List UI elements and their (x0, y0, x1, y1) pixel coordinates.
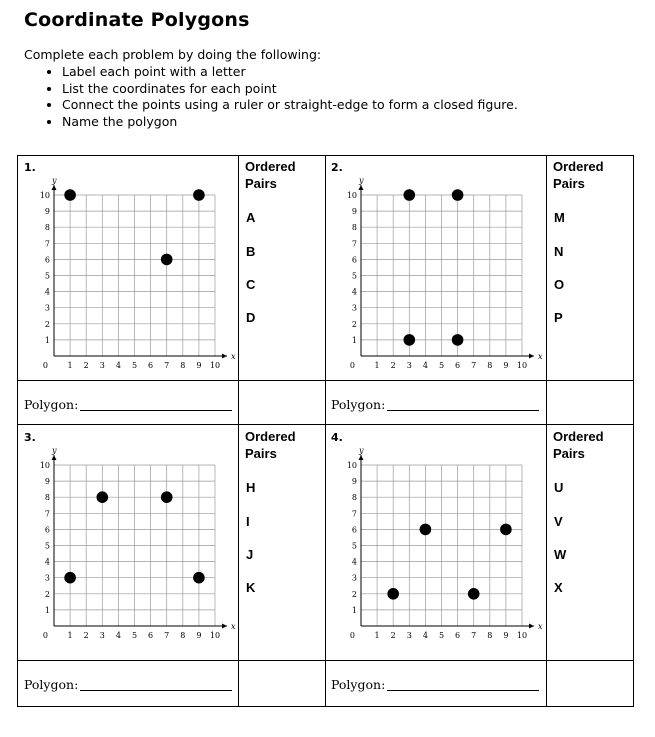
x-tick-label: 2 (390, 361, 396, 370)
coordinate-grid (330, 178, 545, 378)
x-tick-label: 4 (422, 631, 428, 640)
y-tick-label: 9 (351, 477, 357, 487)
x-tick-label: 10 (516, 631, 528, 640)
ordered-pairs-heading-line: Pairs (245, 446, 277, 461)
instructions-intro: Complete each problem by doing the following: (24, 47, 322, 62)
row-divider (18, 660, 633, 661)
polygon-label: Polygon: (331, 677, 386, 692)
x-tick-label: 3 (406, 631, 412, 640)
x-tick-label: 7 (471, 361, 477, 370)
x-tick-label: 3 (99, 631, 105, 640)
x-tick-label: 0 (42, 631, 48, 640)
y-tick-label: 2 (44, 589, 50, 599)
point-letter: N (554, 244, 564, 259)
x-tick-label: 10 (209, 631, 221, 640)
ordered-pairs-heading-line: Ordered (553, 429, 604, 444)
y-tick-label: 7 (351, 509, 357, 519)
plotted-point (161, 491, 173, 503)
x-tick-label: 6 (148, 631, 154, 640)
instruction-step: • Label each point with a letter (62, 64, 518, 81)
plotted-point (420, 524, 432, 536)
x-tick-label: 10 (209, 361, 221, 370)
x-tick-label: 1 (374, 361, 380, 370)
x-tick-label: 2 (390, 631, 396, 640)
y-tick-label: 10 (39, 191, 50, 200)
y-tick-label: 10 (346, 191, 357, 200)
ordered-pairs-heading (553, 158, 604, 192)
y-tick-label: 8 (351, 493, 357, 503)
y-tick-label: 4 (44, 557, 50, 567)
x-tick-label: 5 (438, 631, 445, 640)
x-tick-label: 9 (196, 361, 202, 370)
ordered-pairs-heading-line: Pairs (553, 176, 585, 191)
x-tick-label: 1 (67, 631, 73, 640)
y-tick-label: 1 (351, 605, 357, 615)
x-tick-label: 6 (455, 361, 461, 370)
x-tick-label: 0 (42, 361, 48, 370)
plotted-point (193, 572, 205, 584)
ordered-pairs-heading (245, 428, 296, 462)
coordinate-grid (23, 448, 238, 648)
point-letter: J (246, 547, 254, 562)
plotted-point (64, 572, 76, 584)
point-letter: B (246, 244, 256, 259)
x-tick-label: 1 (67, 361, 73, 370)
x-tick-label: 7 (164, 631, 170, 640)
x-tick-label: 2 (83, 361, 89, 370)
worksheet-table (17, 155, 634, 707)
instruction-step: • Name the polygon (62, 114, 518, 131)
problem-number: 4. (331, 431, 343, 444)
problem-number: 3. (24, 431, 36, 444)
y-tick-label: 1 (351, 335, 357, 345)
y-tick-label: 1 (44, 605, 50, 615)
x-axis-arrow-icon (529, 624, 534, 629)
y-tick-label: 6 (351, 255, 357, 265)
plotted-point (97, 491, 109, 503)
y-tick-label: 6 (351, 525, 357, 535)
instruction-step: • Connect the points using a ruler or straight-edge to form a closed figure. (62, 97, 518, 114)
instruction-list (44, 64, 518, 130)
y-tick-label: 2 (351, 319, 357, 329)
x-axis-label: x (231, 622, 236, 631)
y-tick-label: 5 (44, 541, 50, 551)
column-divider (325, 156, 326, 706)
point-letter: H (246, 480, 256, 495)
y-tick-label: 6 (44, 525, 50, 535)
y-tick-label: 8 (44, 493, 50, 503)
x-tick-label: 9 (503, 631, 509, 640)
ordered-pairs-heading-line: Pairs (245, 176, 277, 191)
x-tick-label: 0 (349, 361, 355, 370)
y-tick-label: 8 (44, 223, 50, 233)
x-axis-label: x (231, 352, 236, 361)
polygon-label: Polygon: (331, 397, 386, 412)
y-axis-arrow-icon (52, 455, 57, 460)
point-letter: D (246, 310, 256, 325)
y-axis-label: y (52, 446, 57, 455)
row-divider (18, 380, 633, 381)
y-tick-label: 10 (346, 461, 357, 470)
ordered-pairs-heading-line: Ordered (553, 159, 604, 174)
y-tick-label: 7 (44, 509, 50, 519)
coordinate-grid (330, 448, 545, 648)
y-axis-label: y (359, 176, 364, 185)
y-tick-label: 5 (351, 541, 357, 551)
point-letter: M (554, 210, 565, 225)
ordered-pairs-heading (553, 428, 604, 462)
y-axis-label: y (52, 176, 57, 185)
y-tick-label: 2 (351, 589, 357, 599)
plotted-point (161, 254, 173, 266)
problem-number: 1. (24, 161, 36, 174)
x-tick-label: 4 (115, 631, 121, 640)
point-letter: A (246, 210, 256, 225)
y-tick-label: 8 (351, 223, 357, 233)
y-tick-label: 7 (44, 239, 50, 249)
x-tick-label: 7 (164, 361, 170, 370)
y-tick-label: 6 (44, 255, 50, 265)
column-divider (238, 156, 239, 706)
x-tick-label: 10 (516, 361, 528, 370)
x-tick-label: 3 (99, 361, 105, 370)
x-tick-label: 0 (349, 631, 355, 640)
x-tick-label: 6 (455, 631, 461, 640)
x-tick-label: 2 (83, 631, 89, 640)
y-tick-label: 9 (44, 477, 50, 487)
y-tick-label: 3 (351, 573, 357, 583)
point-letter: W (554, 547, 567, 562)
y-tick-label: 1 (44, 335, 50, 345)
point-letter: U (554, 480, 564, 495)
plotted-point (404, 334, 416, 346)
x-tick-label: 8 (487, 361, 493, 370)
x-tick-label: 9 (503, 361, 509, 370)
y-tick-label: 4 (44, 287, 50, 297)
polygon-answer-blank[interactable] (80, 410, 232, 411)
plotted-point (404, 189, 416, 201)
x-tick-label: 5 (131, 631, 138, 640)
polygon-answer-blank[interactable] (387, 690, 539, 691)
coordinate-grid (23, 178, 238, 378)
ordered-pairs-heading (245, 158, 296, 192)
x-tick-label: 5 (438, 361, 445, 370)
x-tick-label: 6 (148, 361, 154, 370)
x-tick-label: 5 (131, 361, 138, 370)
y-tick-label: 9 (351, 207, 357, 217)
x-tick-label: 1 (374, 631, 380, 640)
point-letter: C (246, 277, 256, 292)
ordered-pairs-heading-line: Ordered (245, 429, 296, 444)
page-title: Coordinate Polygons (24, 9, 250, 31)
polygon-answer-blank[interactable] (387, 410, 539, 411)
plotted-point (64, 189, 76, 201)
x-axis-label: x (538, 352, 543, 361)
x-axis-label: x (538, 622, 543, 631)
x-tick-label: 8 (180, 631, 186, 640)
y-tick-label: 5 (44, 271, 50, 281)
point-letter: K (246, 580, 256, 595)
ordered-pairs-heading-line: Pairs (553, 446, 585, 461)
x-tick-label: 9 (196, 631, 202, 640)
ordered-pairs-heading-line: Ordered (245, 159, 296, 174)
y-tick-label: 5 (351, 271, 357, 281)
y-tick-label: 9 (44, 207, 50, 217)
x-axis-arrow-icon (222, 624, 227, 629)
point-letter: V (554, 514, 563, 529)
x-axis-arrow-icon (222, 354, 227, 359)
x-tick-label: 7 (471, 631, 477, 640)
y-axis-arrow-icon (359, 455, 364, 460)
polygon-label: Polygon: (24, 397, 79, 412)
y-tick-label: 4 (351, 287, 357, 297)
column-divider (546, 156, 547, 706)
plotted-point (500, 524, 512, 536)
plotted-point (468, 588, 480, 600)
x-tick-label: 8 (487, 631, 493, 640)
plotted-point (193, 189, 205, 201)
x-axis-arrow-icon (529, 354, 534, 359)
point-letter: P (554, 310, 563, 325)
y-tick-label: 7 (351, 239, 357, 249)
y-axis-label: y (359, 446, 364, 455)
y-tick-label: 2 (44, 319, 50, 329)
point-letter: X (554, 580, 563, 595)
polygon-label: Polygon: (24, 677, 79, 692)
x-tick-label: 3 (406, 361, 412, 370)
y-tick-label: 3 (351, 303, 357, 313)
y-axis-arrow-icon (52, 185, 57, 190)
point-letter: O (554, 277, 565, 292)
y-tick-label: 3 (44, 573, 50, 583)
instruction-step: • List the coordinates for each point (62, 81, 518, 98)
x-tick-label: 4 (115, 361, 121, 370)
plotted-point (387, 588, 399, 600)
plotted-point (452, 334, 464, 346)
point-letter: I (246, 514, 250, 529)
row-divider (18, 424, 633, 425)
y-tick-label: 3 (44, 303, 50, 313)
y-axis-arrow-icon (359, 185, 364, 190)
x-tick-label: 8 (180, 361, 186, 370)
y-tick-label: 4 (351, 557, 357, 567)
x-tick-label: 4 (422, 361, 428, 370)
problem-number: 2. (331, 161, 343, 174)
plotted-point (452, 189, 464, 201)
y-tick-label: 10 (39, 461, 50, 470)
polygon-answer-blank[interactable] (80, 690, 232, 691)
